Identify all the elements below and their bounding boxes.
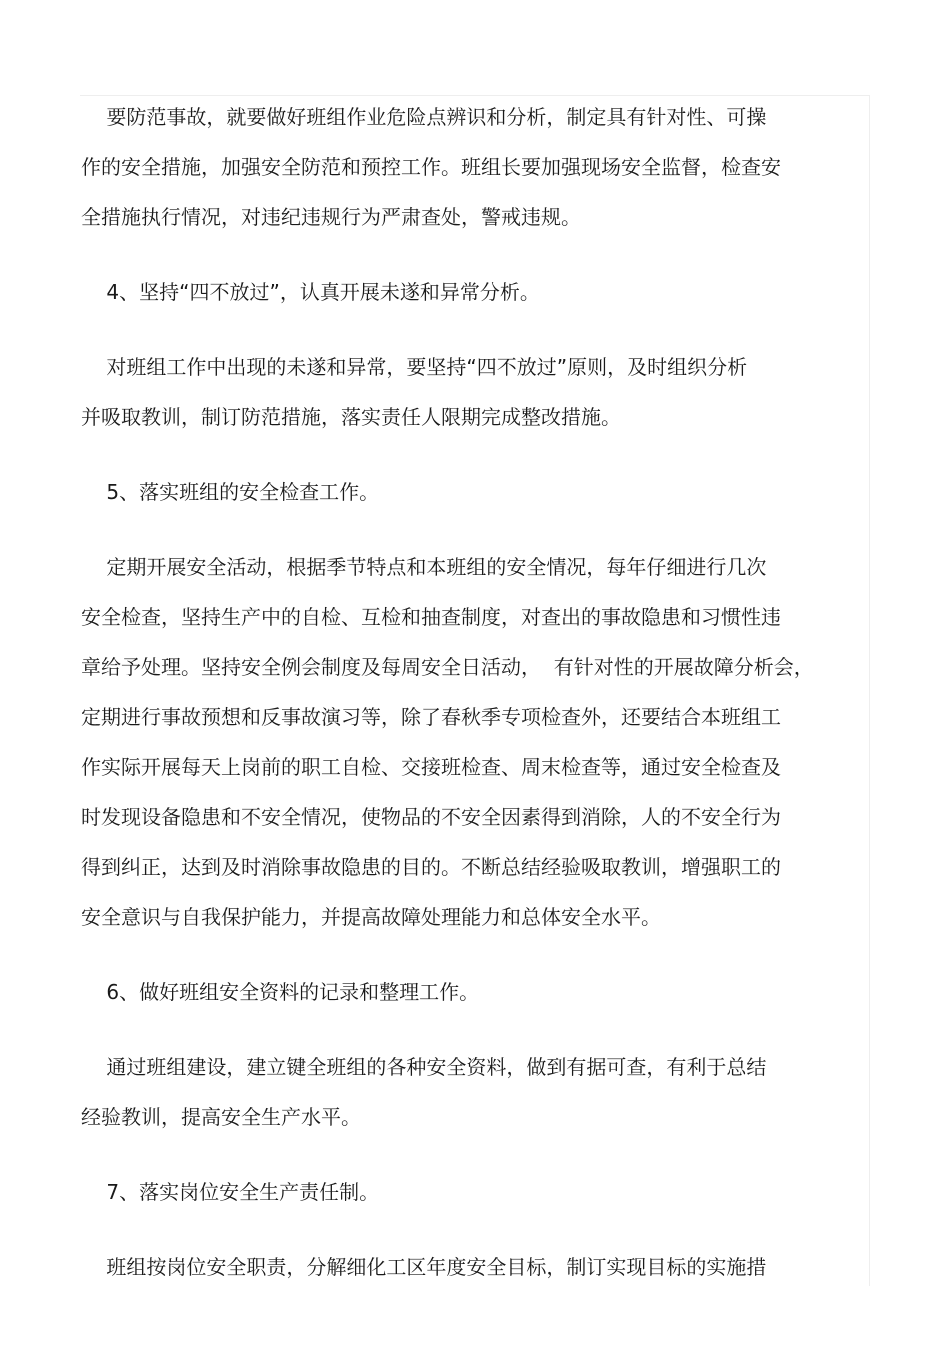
paragraph-line: 章给予处理。坚持安全例会制度及每周安全日活动， 有针对性的开展故障分析会，: [81, 655, 814, 679]
paragraph-line: 并吸取教训，制订防范措施，落实责任人限期完成整改措施。: [81, 405, 621, 429]
paragraph-line: 时发现设备隐患和不安全情况，使物品的不安全因素得到消除，人的不安全行为: [81, 805, 781, 829]
paragraph-line: 经验教训，提高安全生产水平。: [81, 1105, 361, 1129]
paragraph-line: 对班组工作中出现的未遂和异常，要坚持“四不放过”原则，及时组织分析: [81, 355, 748, 379]
paragraph-line: 班组按岗位安全职责，分解细化工区年度安全目标，制订实现目标的实施措: [81, 1255, 767, 1279]
paragraph-line: 作的安全措施，加强安全防范和预控工作。班组长要加强现场安全监督，检查安: [81, 155, 781, 179]
section-heading: 6、做好班组安全资料的记录和整理工作。: [81, 980, 480, 1004]
paragraph-line: 得到纠正，达到及时消除事故隐患的目的。不断总结经验吸取教训，增强职工的: [81, 855, 781, 879]
paragraph-line: 安全意识与自我保护能力，并提高故障处理能力和总体安全水平。: [81, 905, 661, 929]
paragraph-line: 安全检查，坚持生产中的自检、互检和抽查制度，对查出的事故隐患和习惯性违: [81, 605, 781, 629]
paragraph-line: 要防范事故，就要做好班组作业危险点辨识和分析，制定具有针对性、可操: [81, 105, 767, 129]
paragraph-line: 定期进行事故预想和反事故演习等，除了春秋季专项检查外，还要结合本班组工: [81, 705, 781, 729]
section-heading: 7、落实岗位安全生产责任制。: [81, 1180, 380, 1204]
paragraph-line: 通过班组建设，建立键全班组的各种安全资料，做到有据可查，有利于总结: [81, 1055, 767, 1079]
paragraph-line: 作实际开展每天上岗前的职工自检、交接班检查、周末检查等，通过安全检查及: [81, 755, 781, 779]
section-heading: 4、坚持“四不放过”，认真开展未遂和异常分析。: [81, 280, 540, 304]
paragraph-line: 定期开展安全活动，根据季节特点和本班组的安全情况，每年仔细进行几次: [81, 555, 767, 579]
paragraph-line: 全措施执行情况，对违纪违规行为严肃查处，警戒违规。: [81, 205, 581, 229]
section-heading: 5、落实班组的安全检查工作。: [81, 480, 380, 504]
